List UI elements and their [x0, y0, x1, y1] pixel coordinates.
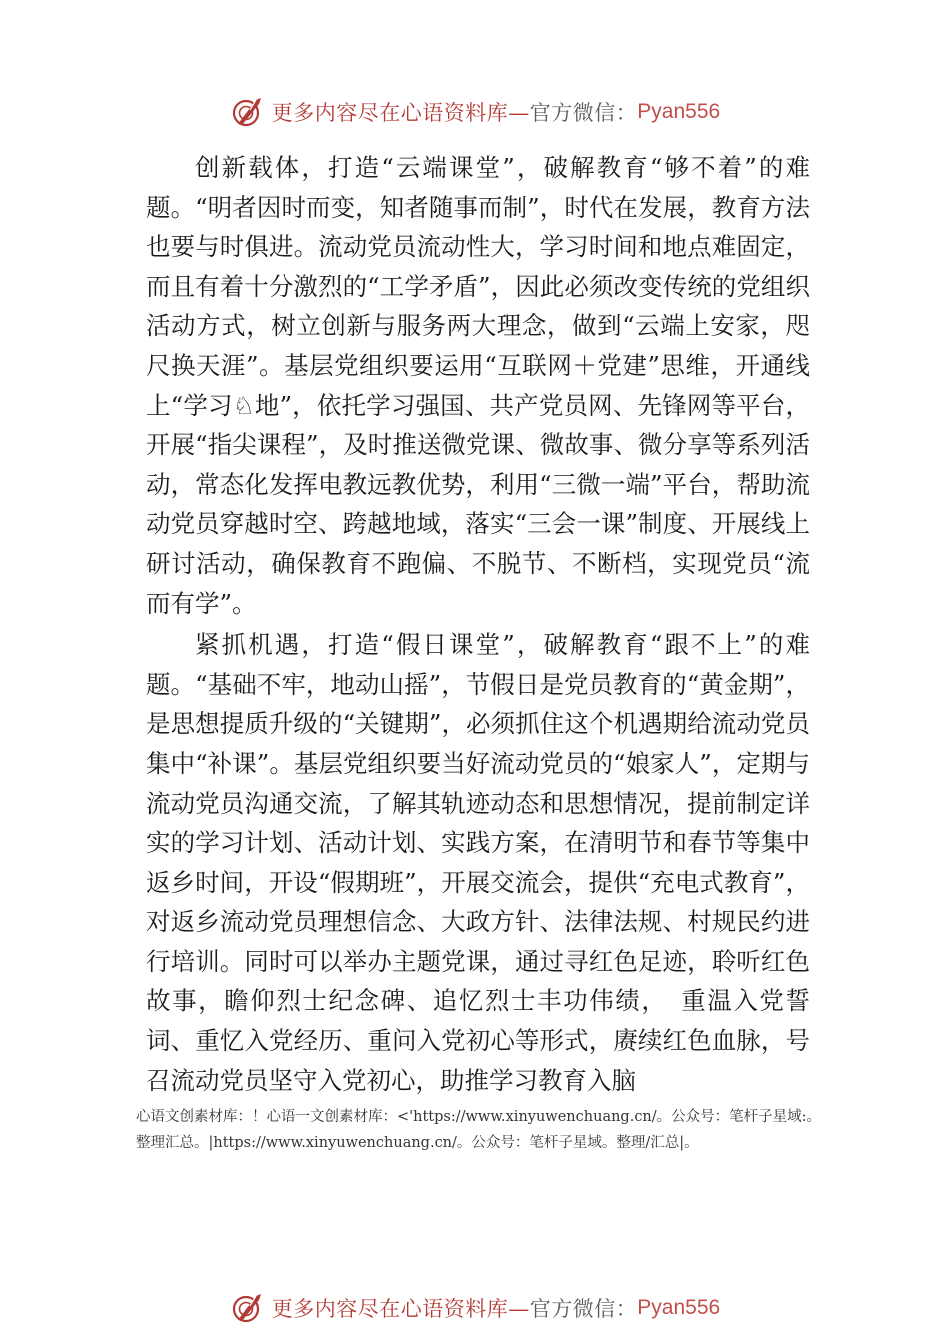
header-watermark-banner	[0, 94, 950, 130]
banner-wechat-account: Pyan556	[637, 1296, 721, 1319]
footer-watermark-banner	[0, 1290, 950, 1326]
quill-pen-logo-icon	[230, 94, 266, 130]
banner-wechat-label: 官方微信：	[529, 101, 638, 125]
paragraph-cloud-classroom: 创新载体，打造“云端课堂”，破解教育“够不着”的难题。“明者因时而变，知者随事而制”，时代在发展，教育方法也要与时俱进。流动党员流动性大，学习时间和地点难固定，而且有着十分激烈的“工学矛盾”，因此必须改变传统的党组织活动方式，树立创新与服务两大理念，做到“云端上安家，咫尺换天涯”。基层党组织要运用“互联网＋党建”思维，开通线上“学习♘地”，依托学习强国、共产党员网、先锋网等平台，开展“指尖课程”，及时推送微党课、微故事、微分享等系列活动，常态化发挥电教远教优势，利用“三微一端”平台，帮助流动党员穿越时空、跨越地域，落实“三会一课”制度、开展线上研讨活动，确保教育不跑偏、不脱节、不断档，实现党员“流而有学”。	[146, 153, 810, 618]
banner-text: 更多内容尽在心语资料库—	[271, 101, 530, 125]
banner-wechat-account: Pyan556	[637, 100, 721, 123]
source-footnote: 心语文创素材库：！心语一文创素材库：<'https://www.xinyuwenchuang.cn/。公众号：笔杆子星域:。整理汇总。|https://www.xinyuwenchuang.cn/。公众号：笔杆子星域。整理/汇总|。	[136, 1109, 822, 1151]
article-body	[146, 148, 810, 1100]
paragraph-holiday-classroom: 紧抓机遇，打造“假日课堂”，破解教育“跟不上”的难题。“基础不牢，地动山摇”，节假日是党员教育的“黄金期”，是思想提质升级的“关键期”，必须抓住这个机遇期给流动党员集中“补课”。基层党组织要当好流动党员的“娘家人”，定期与流动党员沟通交流，了解其轨迹动态和思想情况，提前制定详实的学习计划、活动计划、实践方案，在清明节和春节等集中返乡时间，开设“假期班”，开展交流会，提供“充电式教育”，对返乡流动党员理想信念、大政方针、法律法规、村规民约进行培训。同时可以举办主题党课，通过寻红色足迹，聆听红色故事，瞻仰烈士纪念碑、追忆烈士丰功伟绩， 重温入党誓词、重忆入党经历、重问入党初心等形式，赓续红色血脉，号召流动党员坚守入党初心，助推学习教育入脑	[146, 630, 810, 1095]
quill-pen-logo-icon	[230, 1290, 266, 1326]
banner-text: 更多内容尽在心语资料库—	[271, 1297, 530, 1321]
banner-wechat-label: 官方微信：	[529, 1297, 638, 1321]
